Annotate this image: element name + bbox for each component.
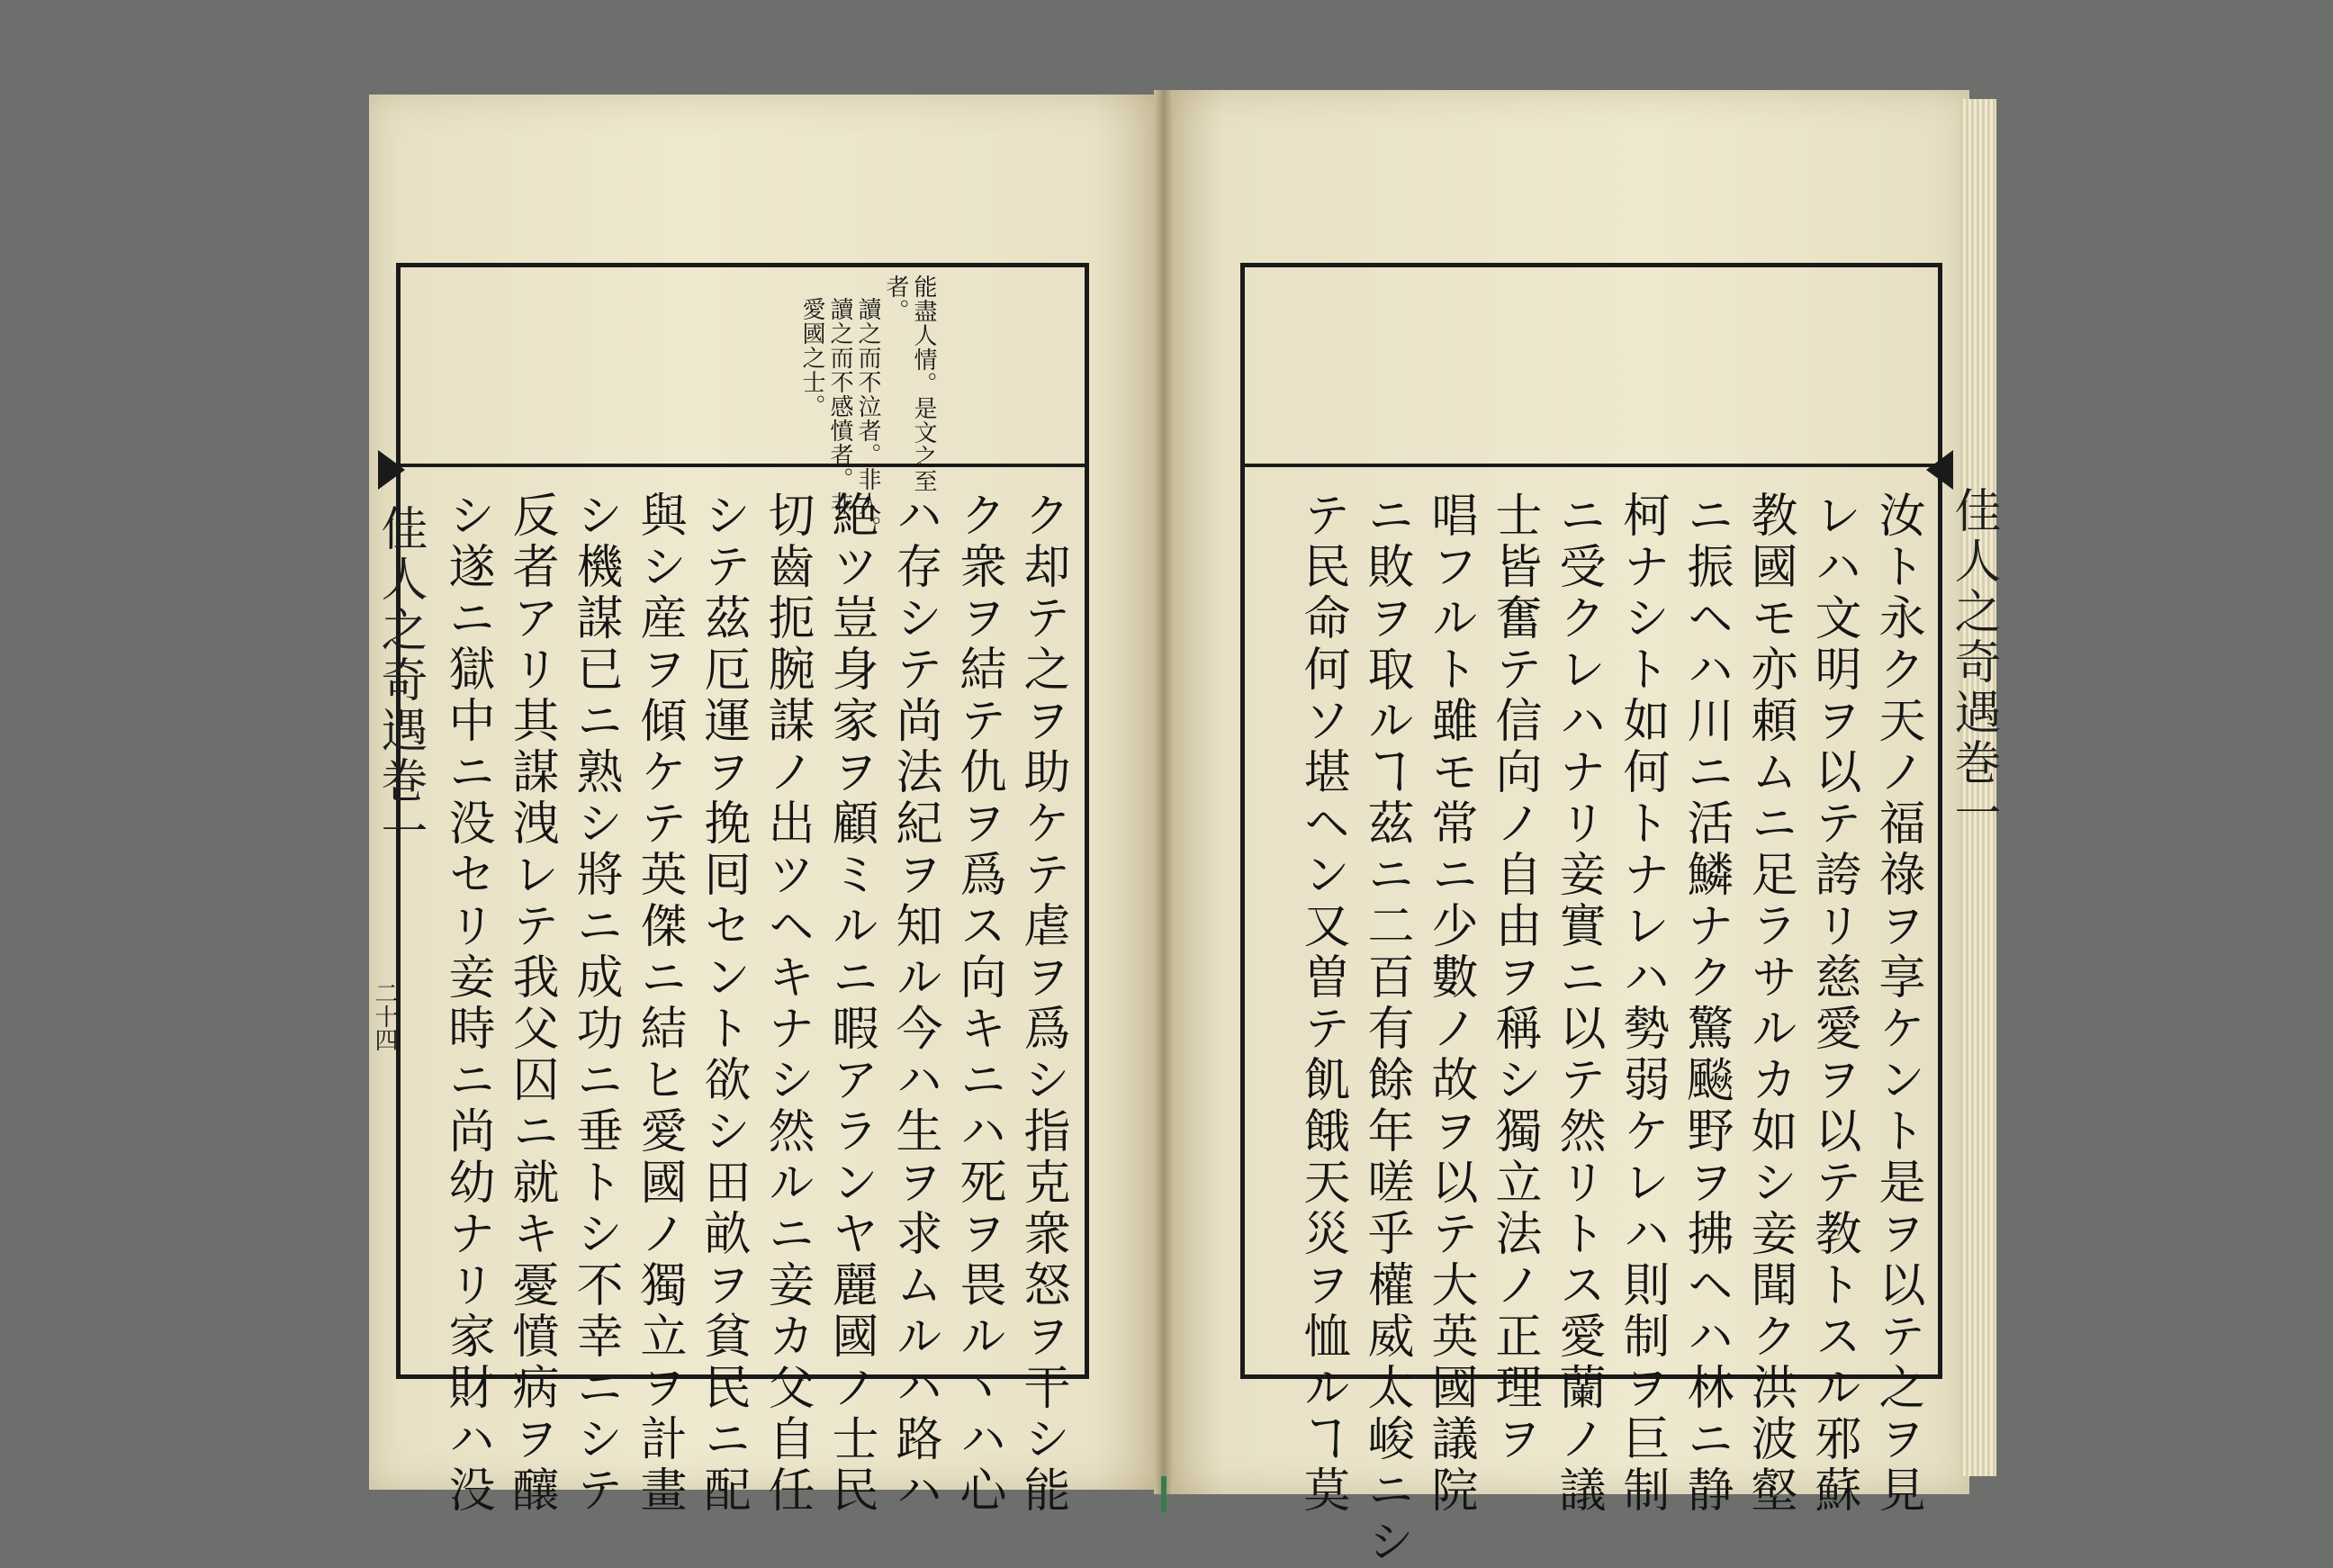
text-column: シ遂ニ獄中ニ没セリ妾時ニ尚幼ナリ家財ハ没 [440, 491, 494, 1517]
folio-number: 二十四 [371, 981, 398, 1051]
left-headnote-rule [396, 464, 1089, 467]
left-margin-title: 佳人之奇遇巻一 [373, 504, 427, 857]
text-column: 與シ産ヲ傾ケテ英傑ニ結ヒ愛國ノ獨立ヲ計畫 [632, 491, 686, 1517]
headnote-line: 讀之而不泣者。非人。 [854, 297, 881, 540]
text-column: ク衆ヲ結テ仇ヲ爲ス向キニハ死ヲ畏ルヽハ心 [951, 491, 1005, 1517]
text-column: 士皆奮テ信向ノ自由ヲ稱シ獨立法ノ正理ヲ [1487, 491, 1541, 1465]
right-fishtail-marker [1926, 450, 1953, 490]
right-margin-title: 佳人之奇遇巻一 [1946, 486, 2000, 839]
headnote-line: 愛國之士。 [798, 297, 825, 419]
text-column: ク却テ之ヲ助ケテ虐ヲ爲シ指克衆怒ヲ干シ能 [1015, 491, 1069, 1517]
text-column: 教國モ亦頼ムニ足ラサルカ如シ妾聞ク洪波壑 [1743, 491, 1797, 1517]
text-column: ハ存シテ尚法紀ヲ知ル今ハ生ヲ求ムルハ路ハ [887, 491, 941, 1517]
left-fishtail-marker [378, 450, 405, 490]
text-column: 汝ト永ク天ノ福祿ヲ享ケント是ヲ以テ之ヲ見 [1870, 491, 1924, 1517]
text-column: ニ敗ヲ取ルヿ茲ニ二百有餘年嗟乎權威太峻ニシ [1359, 491, 1413, 1568]
text-column: 切齒扼腕謀ノ出ツヘキナシ然ルニ妾カ父自任 [760, 491, 814, 1517]
text-column: ニ受クレハナリ妾實ニ以テ然リトス愛蘭ノ議 [1551, 491, 1605, 1517]
bookmark-ribbon [1161, 1476, 1166, 1512]
headnote-line: 者。 [882, 275, 909, 323]
text-column: シテ茲厄運ヲ挽囘セント欲シ田畝ヲ貧民ニ配 [696, 491, 750, 1517]
text-column: 反者アリ其謀洩レテ我父囚ニ就キ憂憤病ヲ釀 [504, 491, 558, 1517]
right-headnote-rule [1240, 464, 1942, 467]
book-gutter [1154, 90, 1174, 1494]
text-column: テ民命何ソ堪ヘン又曽テ飢餓天災ヲ恤ルヿ莫 [1295, 491, 1349, 1517]
text-column: 絶ツ豈身家ヲ顧ミルニ暇アランヤ麗國ノ士民 [824, 491, 878, 1517]
headnote-line: 能盡人情。是文之至 [910, 275, 937, 493]
text-column: 柯ナシト如何トナレハ勢弱ケレハ則制ヲ巨制 [1615, 491, 1669, 1517]
text-column: ニ振ヘハ川ニ活鱗ナク驚飈野ヲ拂ヘハ林ニ静 [1679, 491, 1733, 1517]
text-column: レハ文明ヲ以テ誇リ慈愛ヲ以テ教トスル邪蘇 [1806, 491, 1860, 1517]
headnote-line: 讀之而不感憤者。非 [826, 297, 853, 516]
text-column: 唱フルト雖モ常ニ少數ノ故ヲ以テ大英國議院 [1423, 491, 1477, 1517]
text-column: シ機謀已ニ熟シ將ニ成功ニ垂トシ不幸ニシテ [568, 491, 622, 1517]
